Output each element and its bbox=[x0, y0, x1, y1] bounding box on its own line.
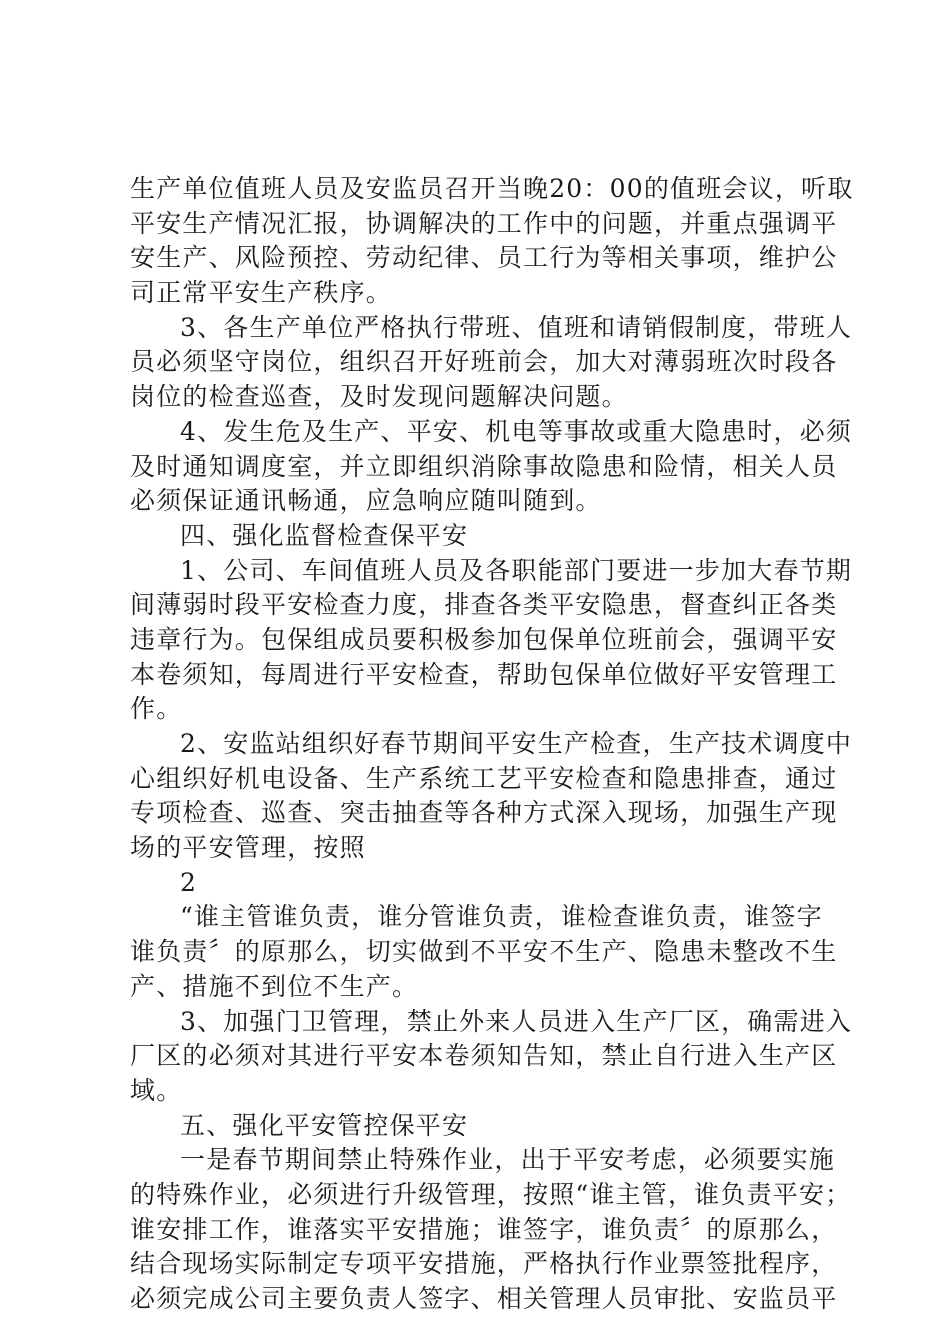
text-line: 岗位的检查巡查，及时发现问题解决问题。 bbox=[130, 382, 628, 412]
text-line: 生产单位值班人员及安监员召开当晚20：00的值班会议，听取 bbox=[130, 174, 854, 203]
text-line: 及时通知调度室，并立即组织消除事故隐患和险情，相关人员 bbox=[130, 451, 838, 481]
text-line: 心组织好机电设备、生产系统工艺平安检查和隐患排查，通过 bbox=[130, 763, 838, 793]
paragraph-start-line: 3、加强门卫管理，禁止外来人员进入生产厂区，确需进入 bbox=[180, 1006, 853, 1036]
text-line: 司正常平安生产秩序。 bbox=[130, 278, 393, 308]
text-line: 谁安排工作，谁落实平安措施；谁签字，谁负责〞的原那么， bbox=[130, 1214, 838, 1244]
text-line: 违章行为。包保组成员要积极参加包保单位班前会，强调平安 bbox=[130, 624, 838, 654]
paragraph-start-line: 4、发生危及生产、平安、机电等事故或重大隐患时，必须 bbox=[180, 416, 853, 446]
paragraph-start-line: 2、安监站组织好春节期间平安生产检查，生产技术调度中 bbox=[180, 729, 853, 758]
text-line: 的特殊作业，必须进行升级管理，按照“谁主管，谁负责平安； bbox=[130, 1179, 852, 1209]
text-line: 场的平安管理，按照 bbox=[130, 833, 366, 863]
text-line: 域。 bbox=[130, 1075, 183, 1105]
document-body bbox=[130, 172, 854, 1317]
text-line: 作。 bbox=[130, 694, 183, 724]
text-line: 厂区的必须对其进行平安本卷须知告知，禁止自行进入生产区 bbox=[130, 1041, 838, 1071]
section-heading: 四、强化监督检查保平安 bbox=[180, 520, 469, 550]
text-line: 员必须坚守岗位，组织召开好班前会，加大对薄弱班次时段各 bbox=[130, 347, 838, 377]
text-line: 专项检查、巡查、突击抽查等各种方式深入现场，加强生产现 bbox=[130, 798, 838, 828]
paragraph-start-line: 一是春节期间禁止特殊作业，出于平安考虑，必须要实施 bbox=[180, 1145, 836, 1175]
text-line: 间薄弱时段平安检查力度，排查各类平安隐患，督查纠正各类 bbox=[130, 590, 838, 620]
paragraph-start-line: 3、各生产单位严格执行带班、值班和请销假制度，带班人 bbox=[180, 312, 853, 342]
text-line: 必须完成公司主要负责人签字、相关管理人员审批、安监员平 bbox=[130, 1284, 838, 1313]
paragraph-start-line: “谁主管谁负责，谁分管谁负责，谁检查谁负责，谁签字 bbox=[180, 902, 823, 932]
page-number: 2 bbox=[180, 867, 198, 897]
section-heading: 五、强化平安管控保平安 bbox=[180, 1110, 469, 1140]
text-line: 本卷须知，每周进行平安检查，帮助包保单位做好平安管理工 bbox=[130, 659, 838, 689]
text-line: 必须保证通讯畅通，应急响应随叫随到。 bbox=[130, 486, 602, 516]
paragraph-start-line: 1、公司、车间值班人员及各职能部门要进一步加大春节期 bbox=[180, 555, 853, 585]
text-line: 谁负责〞的原那么，切实做到不平安不生产、隐患未整改不生 bbox=[130, 937, 838, 967]
text-line: 结合现场实际制定专项平安措施，严格执行作业票签批程序， bbox=[130, 1249, 838, 1279]
text-line: 安生产、风险预控、劳动纪律、员工行为等相关事项，维护公 bbox=[130, 243, 838, 273]
text-line: 产、措施不到位不生产。 bbox=[130, 971, 419, 1001]
text-line: 平安生产情况汇报，协调解决的工作中的问题，并重点强调平 bbox=[130, 208, 838, 238]
